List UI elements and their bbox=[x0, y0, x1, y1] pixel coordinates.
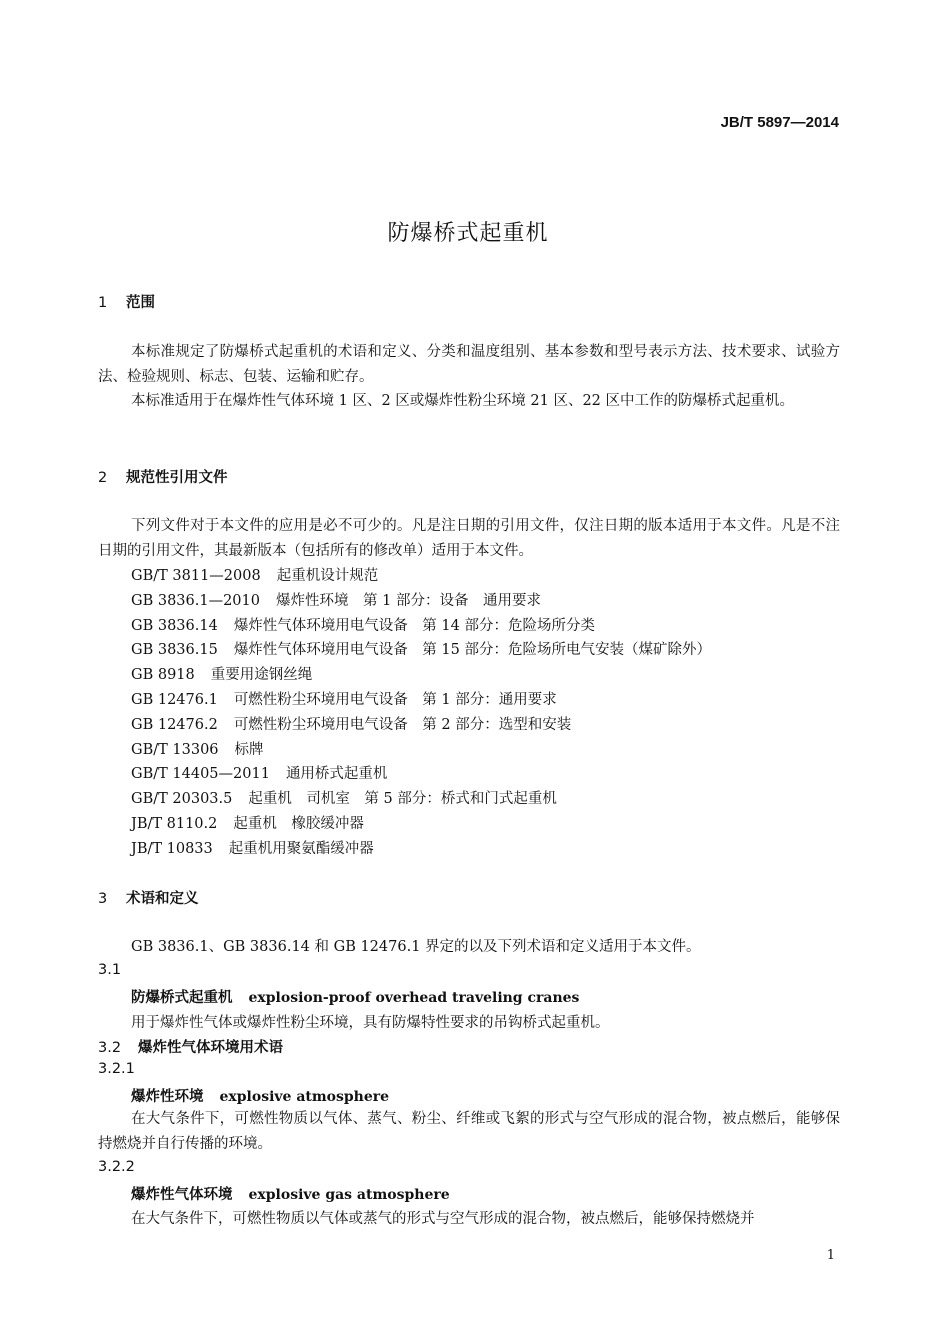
section-title: 术语和定义 bbox=[126, 891, 199, 907]
references-intro: 下列文件对于本文件的应用是必不可少的。凡是注日期的引用文件，仅注日期的版本适用于本文件。凡是不注日期的引用文件，其最新版本（包括所有的修改单）适用于本文件。 bbox=[98, 518, 840, 559]
list-item bbox=[131, 614, 711, 639]
page-title: 防爆桥式起重机 bbox=[387, 221, 549, 246]
reference-title: 爆炸性气体环境用电气设备 第 14 部分：危险场所分类 bbox=[233, 617, 595, 634]
reference-code: GB/T 13306 bbox=[131, 741, 219, 758]
term-english: explosive gas atmosphere bbox=[248, 1187, 450, 1203]
term-number-3-1: 3.1 bbox=[98, 962, 122, 978]
reference-code: GB 3836.15 bbox=[131, 642, 218, 659]
term-chinese: 防爆桥式起重机 bbox=[131, 990, 233, 1006]
reference-code: JB/T 10833 bbox=[131, 840, 213, 857]
list-item bbox=[131, 787, 711, 812]
term-3-1-definition: 用于爆炸性气体或爆炸性粉尘环境，具有防爆特性要求的吊钩桥式起重机。 bbox=[131, 1015, 610, 1031]
subsection-number: 3.2 bbox=[98, 1040, 122, 1056]
list-item bbox=[131, 589, 711, 614]
reference-title: 起重机 橡胶缓冲器 bbox=[233, 815, 364, 832]
section-number: 3 bbox=[98, 891, 108, 907]
reference-code: GB 8918 bbox=[131, 667, 195, 684]
scope-paragraph-1: 本标准规定了防爆桥式起重机的术语和定义、分类和温度组别、基本参数和型号表示方法、技术要求、试验方法、检验规则、标志、包装、运输和贮存。 bbox=[98, 344, 840, 385]
subsection-title: 爆炸性气体环境用术语 bbox=[138, 1040, 283, 1056]
normative-references-list bbox=[131, 564, 711, 862]
section-3-heading bbox=[98, 887, 199, 908]
term-chinese: 爆炸性气体环境 bbox=[131, 1187, 233, 1203]
reference-code: GB 3836.14 bbox=[131, 617, 218, 634]
reference-code: GB/T 14405—2011 bbox=[131, 766, 270, 783]
reference-code: GB 12476.2 bbox=[131, 716, 218, 733]
term-3-2-1-definition: 在大气条件下，可燃性物质以气体、蒸气、粉尘、纤维或飞絮的形式与空气形成的混合物，被点燃后，能够保持燃烧并自行传播的环境。 bbox=[98, 1111, 840, 1152]
section-1-heading bbox=[98, 291, 155, 312]
reference-title: 起重机设计规范 bbox=[276, 568, 379, 584]
reference-title: 可燃性粉尘环境用电气设备 第 2 部分：选型和安装 bbox=[233, 716, 572, 733]
section-number: 2 bbox=[98, 470, 108, 486]
reference-title: 爆炸性气体环境用电气设备 第 15 部分：危险场所电气安装（煤矿除外） bbox=[233, 642, 711, 659]
terms-intro: GB 3836.1、GB 3836.14 和 GB 12476.1 界定的以及下列术语和定义适用于本文件。 bbox=[131, 939, 701, 955]
subsection-3-2 bbox=[98, 1036, 283, 1057]
term-english: explosive atmosphere bbox=[219, 1089, 390, 1105]
term-english: explosion-proof overhead traveling cranes bbox=[248, 990, 580, 1006]
list-item bbox=[131, 663, 711, 688]
list-item bbox=[131, 812, 711, 837]
list-item bbox=[131, 837, 711, 862]
section-number: 1 bbox=[98, 295, 108, 311]
reference-code: GB 12476.1 bbox=[131, 691, 218, 708]
term-number-3-2-2: 3.2.2 bbox=[98, 1159, 135, 1175]
document-code: JB/T 5897—2014 bbox=[720, 114, 839, 131]
reference-title: 起重机 司机室 第 5 部分：桥式和门式起重机 bbox=[248, 791, 557, 808]
reference-code: GB 3836.1—2010 bbox=[131, 592, 260, 609]
term-3-2-1 bbox=[131, 1085, 389, 1106]
page-number: 1 bbox=[826, 1248, 835, 1263]
section-title: 规范性引用文件 bbox=[126, 470, 228, 486]
list-item bbox=[131, 713, 711, 738]
reference-title: 可燃性粉尘环境用电气设备 第 1 部分：通用要求 bbox=[233, 691, 557, 708]
reference-title: 爆炸性环境 第 1 部分：设备 通用要求 bbox=[276, 592, 541, 609]
list-item bbox=[131, 738, 711, 763]
scope-paragraph-2: 本标准适用于在爆炸性气体环境 1 区、2 区或爆炸性粉尘环境 21 区、22 区中工作的防爆桥式起重机。 bbox=[131, 393, 795, 409]
section-title: 范围 bbox=[126, 295, 155, 311]
reference-title: 重要用途钢丝绳 bbox=[210, 667, 313, 684]
list-item bbox=[131, 638, 711, 663]
reference-code: GB/T 3811—2008 bbox=[131, 568, 261, 584]
term-chinese: 爆炸性环境 bbox=[131, 1089, 204, 1105]
reference-title: 通用桥式起重机 bbox=[285, 766, 388, 783]
reference-code: GB/T 20303.5 bbox=[131, 791, 233, 808]
term-3-2-2-definition: 在大气条件下，可燃性物质以气体或蒸气的形式与空气形成的混合物，被点燃后，能够保持燃烧并 bbox=[131, 1211, 755, 1227]
reference-title: 起重机用聚氨酯缓冲器 bbox=[228, 840, 374, 857]
section-2-heading bbox=[98, 466, 228, 487]
reference-title: 标牌 bbox=[234, 741, 264, 758]
term-3-1 bbox=[131, 986, 579, 1007]
list-item bbox=[131, 762, 711, 787]
list-item bbox=[131, 564, 711, 589]
term-3-2-2 bbox=[131, 1183, 450, 1204]
list-item bbox=[131, 688, 711, 713]
term-number-3-2-1: 3.2.1 bbox=[98, 1061, 135, 1077]
reference-code: JB/T 8110.2 bbox=[131, 815, 218, 832]
